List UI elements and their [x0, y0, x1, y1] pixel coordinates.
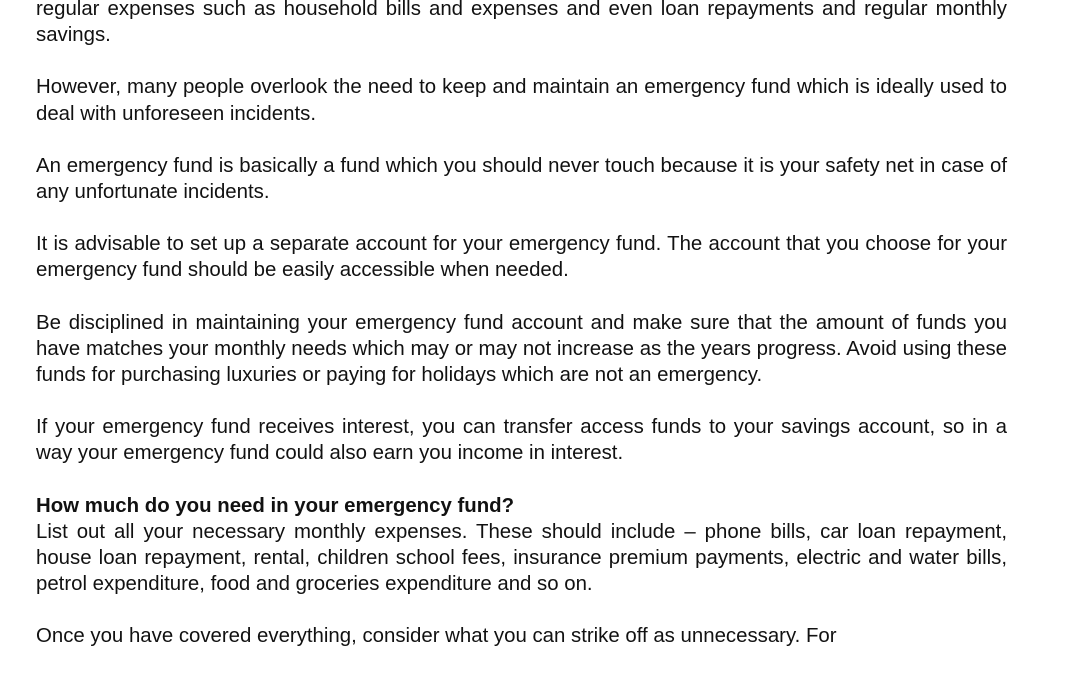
- paragraph-emergency-fund-definition: An emergency fund is basically a fund which you should never touch because it is your safety net in case of any unfortunate incidents.: [36, 154, 1007, 204]
- paragraph-interest: If your emergency fund receives interest, you can transfer access funds to your savings account, so in a way your emergency fund could also earn you income in interest.: [36, 416, 1007, 465]
- paragraph-strike-off: Once you have covered everything, consider what you can strike off as unnecessary. For: [36, 625, 837, 648]
- paragraph-regular-expenses: regular expenses such as household bills and expenses and even loan repayments and regular monthly savings.: [36, 0, 1007, 47]
- paragraph-overlook-emergency-fund: However, many people overlook the need to keep and maintain an emergency fund which is ideally used to deal with unforeseen incidents.: [36, 76, 1007, 125]
- section-heading: How much do you need in your emergency fund?: [36, 494, 515, 517]
- paragraph-list-expenses: List out all your necessary monthly expenses. These should include – phone bills, car loan repayment, house loan repayment, rental, children school fees, insurance premium payments, electric and water bills, petrol expenditure, food and groceries expenditure and so on.: [36, 520, 1007, 596]
- paragraph-be-disciplined: Be disciplined in maintaining your emergency fund account and make sure that the amount of funds you have matches your monthly needs which may or may not increase as the years progress. Avoid using these funds for purchasing luxuries or paying for holidays which are not an emergency.: [36, 311, 1007, 387]
- document-page: [36, 0, 1007, 676]
- paragraph-separate-account: It is advisable to set up a separate account for your emergency fund. The account that you choose for your emergency fund should be easily accessible when needed.: [36, 233, 1007, 282]
